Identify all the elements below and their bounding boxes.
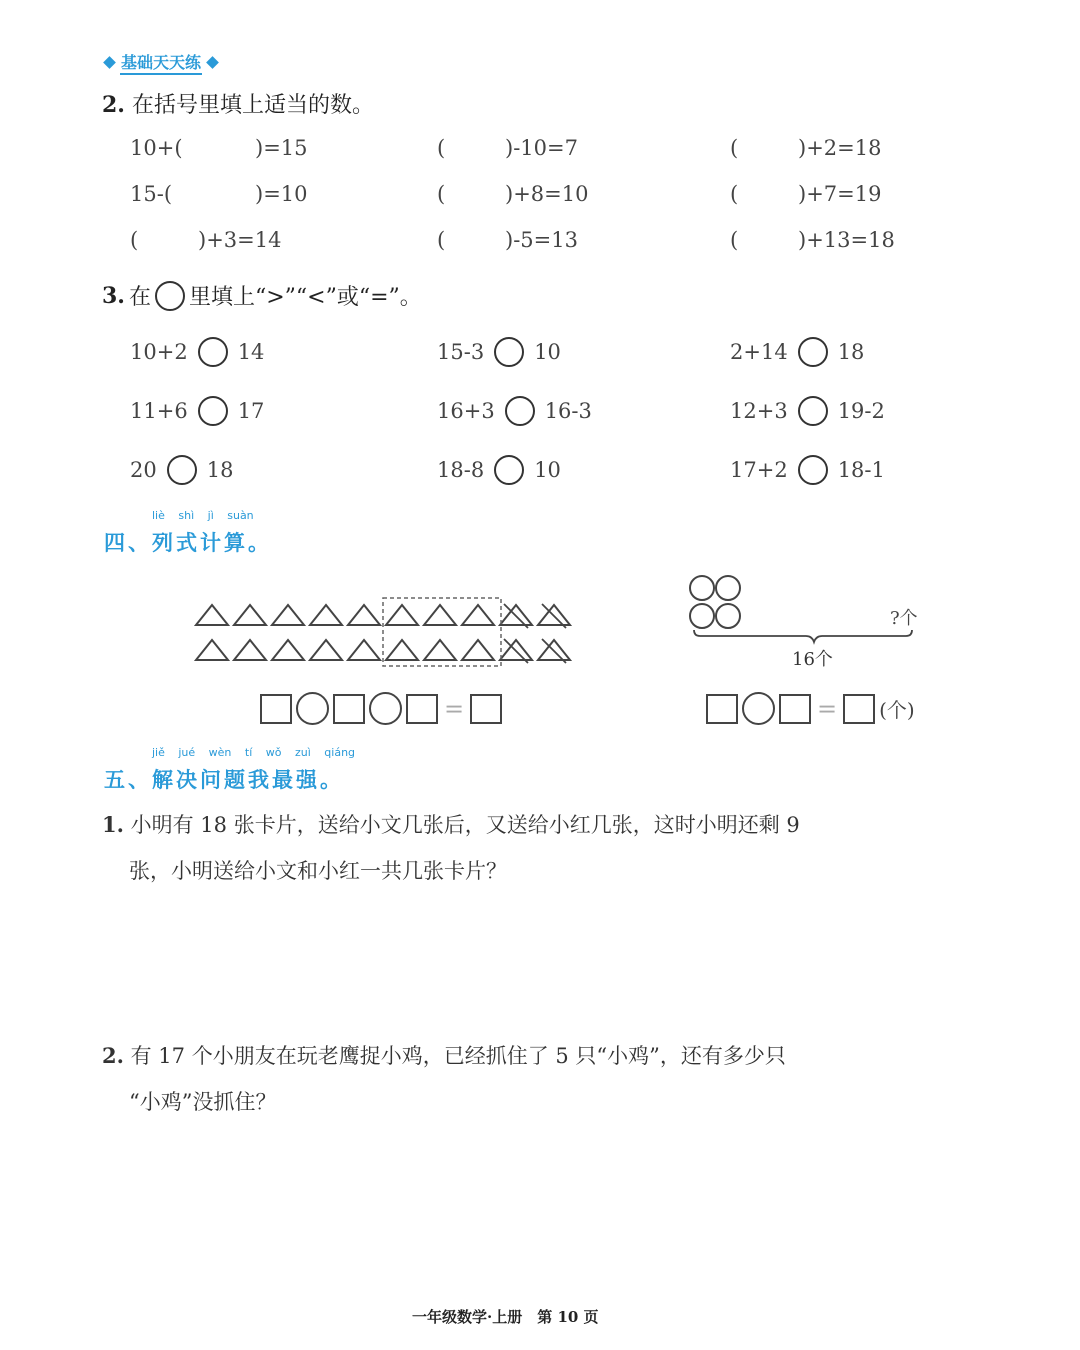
equation-right: )+7=19 <box>798 182 882 206</box>
problem-text: 张，小明送给小文和小红一共几张卡片？ <box>129 859 507 883</box>
answer-equation-left <box>260 692 502 725</box>
comparison-item: 10+2 14 <box>130 337 264 367</box>
section-4-pinyin: liè shì jì suàn <box>152 509 254 522</box>
section-5-title: 五、解决问题我最强。 <box>104 768 344 792</box>
equation-left: 10+( <box>130 136 183 160</box>
diamond-icon <box>103 56 116 69</box>
section-5-pinyin: jiě jué wèn tí wǒ zuì qiáng <box>152 746 356 759</box>
comparison-item: 11+6 17 <box>130 396 264 426</box>
operator-circle[interactable] <box>296 692 329 725</box>
answer-circle[interactable] <box>494 337 524 367</box>
answer-box[interactable] <box>779 694 811 724</box>
comparison-item: 16+3 16-3 <box>437 396 592 426</box>
equation-right: )+13=18 <box>798 228 895 252</box>
equation-right: )+8=10 <box>505 182 589 206</box>
question-2-title <box>102 88 374 119</box>
comparison-item: 17+2 18-1 <box>730 455 885 485</box>
total-count-label: 16个 <box>792 649 833 670</box>
diamond-icon <box>206 56 219 69</box>
equals-sign: = <box>817 694 838 723</box>
problem-text: 有 17 个小朋友在玩老鹰捉小鸡，已经抓住了 5 只“小鸡”，还有多少只 <box>130 1044 786 1068</box>
equation-left: ( <box>730 136 739 160</box>
equation-left: ( <box>130 228 139 252</box>
equation-right: )+3=14 <box>198 228 282 252</box>
problem-number: 1. <box>102 812 124 837</box>
answer-circle[interactable] <box>494 455 524 485</box>
question-number: 2. <box>102 92 125 118</box>
equation-right: )-10=7 <box>505 136 578 160</box>
question-3-title <box>102 280 422 311</box>
answer-box[interactable] <box>333 694 365 724</box>
triangle-figure <box>190 590 590 670</box>
answer-circle[interactable] <box>798 337 828 367</box>
circle-icon <box>155 281 185 311</box>
equation-right: )-5=13 <box>505 228 578 252</box>
equation-left: ( <box>437 136 446 160</box>
operator-circle[interactable] <box>369 692 402 725</box>
equation-left: ( <box>730 182 739 206</box>
question-text: 在括号里填上适当的数。 <box>131 93 374 118</box>
unknown-count-label: ?个 <box>890 608 918 629</box>
answer-box[interactable] <box>406 694 438 724</box>
unit-label: (个) <box>879 698 915 722</box>
comparison-item: 15-3 10 <box>437 337 561 367</box>
section-4-title: 四、列式计算。 <box>104 531 272 555</box>
equation-right: )=10 <box>255 182 308 206</box>
problem-1 <box>102 802 800 894</box>
result-box[interactable] <box>843 694 875 724</box>
page-footer: 一年级数学·上册 第 10 页 <box>412 1308 599 1326</box>
answer-circle[interactable] <box>798 396 828 426</box>
equation-left: ( <box>437 182 446 206</box>
answer-box[interactable] <box>706 694 738 724</box>
cross-out-marks <box>504 604 566 663</box>
result-box[interactable] <box>470 694 502 724</box>
question-text: 在 <box>128 285 151 310</box>
operator-circle[interactable] <box>742 692 775 725</box>
answer-equation-right <box>706 692 915 725</box>
equals-sign: = <box>444 694 465 723</box>
badge-text: 基础天天练 <box>120 50 202 75</box>
answer-circle[interactable] <box>198 396 228 426</box>
equation-left: ( <box>437 228 446 252</box>
question-text: 里填上“>”“<”或“=”。 <box>188 285 422 310</box>
answer-circle[interactable] <box>167 455 197 485</box>
problem-text: “小鸡”没抓住？ <box>129 1090 277 1114</box>
equation-right: )=15 <box>255 136 308 160</box>
question-number: 3. <box>102 282 125 309</box>
answer-box[interactable] <box>260 694 292 724</box>
equation-right: )+2=18 <box>798 136 882 160</box>
equation-left: ( <box>730 228 739 252</box>
comparison-item: 12+3 19-2 <box>730 396 885 426</box>
section-badge <box>102 50 220 75</box>
comparison-item: 20 18 <box>130 455 233 485</box>
problem-2 <box>102 1033 786 1125</box>
answer-circle[interactable] <box>798 455 828 485</box>
problem-text: 小明有 18 张卡片，送给小文几张后，又送给小红几张，这时小明还剩 9 <box>130 813 800 837</box>
comparison-item: 2+14 18 <box>730 337 864 367</box>
comparison-item: 18-8 10 <box>437 455 561 485</box>
problem-number: 2. <box>102 1043 124 1068</box>
answer-circle[interactable] <box>505 396 535 426</box>
answer-circle[interactable] <box>198 337 228 367</box>
equation-left: 15-( <box>130 182 173 206</box>
